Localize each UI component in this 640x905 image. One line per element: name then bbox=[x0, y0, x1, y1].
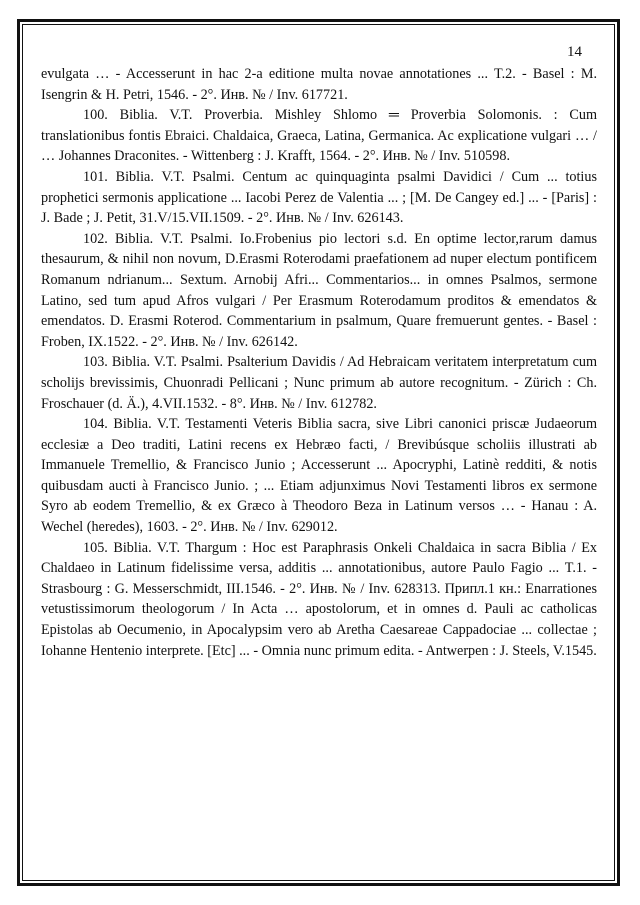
entry-105: 105. Biblia. V.T. Thargum : Hoc est Paraphrasis Onkeli Chaldaica in sacra Biblia / Ex Chaldaeo in Latinum fidelissime versa, additis ... annotationibus, autore Paulo Fagio ... T.1. - Strasbourg : G. Messerschmidt, III.1546. - 2°. Инв. № / Inv. 628313. Припл.1 кн.: Enarrationes vetustissimorum theologorum / In Acta … apostolorum, et in omnes d. Pauli ac catholicas Epistolas ab Oecumenio, in Apocalypsim vero ab Aretha Caesareae Cappadociae ... collectae ; Iohanne Hentenio interprete. [Etc] ... - Omnia nunc primum edita. - Antwerpen : J. Steels, V.1545. bbox=[41, 539, 597, 659]
entry-104: 104. Biblia. V.T. Testamenti Veteris Biblia sacra, sive Libri canonici priscæ Judaeorum ecclesiæ a Deo traditi, Latini recens ex Hebræo facti, / Brevibúsque scholiis illustrati ab Immanuele Tremellio, & Francisco Junio ; Accesserunt ... Apocryphi, Latinè redditi, & notis quibusdam aucti à Francisco Junio. ; ... Etiam adjunximus Novi Testamenti libros ex sermone Syro ab eodem Tremellio, & ex Græco à Theodoro Beza in Latinum versos … - Hanau : A. Wechel (heredes), 1603. - 2°. Инв. № / Inv. 629012. bbox=[41, 416, 597, 536]
page-number: 14 bbox=[567, 44, 582, 60]
catalog-text bbox=[41, 64, 597, 661]
entry-102: 102. Biblia. V.T. Psalmi. Io.Frobenius pio lectori s.d. En optime lector,rarum damus thesaurum, & nihil non novum, D.Erasmi Roterodami praefationem ad nuper electum pontificem Romanum ndrianum... Sextum. Arnobij Afri... Commentarios... in omnes Psalmos, sermone Latino, sed tum apud Afros vulgari / Per Erasmum Roterodamum proditos & emendatos & emendatos. D. Erasmi Roterod. Commentarium in psalmum, Quare fremuerunt gentes. - Basel : Froben, IX.1522. - 2°. Инв. № / Inv. 626142. bbox=[41, 230, 597, 350]
entry-103: 103. Biblia. V.T. Psalmi. Psalterium Davidis / Ad Hebraicam veritatem interpretatum cum scholijs brevissimis, Chuonradi Pellicani ; Nunc primum ab autore recognitum. - Zürich : Ch. Froschauer (d. Ä.), 4.VII.1532. - 8°. Инв. № / Inv. 612782. bbox=[41, 354, 597, 412]
entry-continuation: evulgata … - Accesserunt in hac 2-a editione multa novae annotationes ... T.2. - Basel : M. Isengrin & H. Petri, 1546. - 2°. Инв. № / Inv. 617721. bbox=[41, 66, 597, 103]
entry-100: 100. Biblia. V.T. Proverbia. Mishley Shlomo ═ Proverbia Solomonis. : Cum translationibus fontis Ebraici. Chaldaica, Graeca, Latina, Germanica. Ac explicatione vulgari … / … Johannes Draconites. - Wittenberg : J. Krafft, 1564. - 2°. Инв. № / Inv. 510598. bbox=[41, 107, 597, 165]
entry-101: 101. Biblia. V.T. Psalmi. Centum ac quinquaginta psalmi Davidici / Cum ... totius prophetici sermonis applicatione ... Iacobi Perez de Valentia ... ; [M. De Cangey ed.] ... - [Paris] : J. Bade ; J. Petit, 31.V/15.VII.1509. - 2°. Инв. № / Inv. 626143. bbox=[41, 168, 597, 227]
